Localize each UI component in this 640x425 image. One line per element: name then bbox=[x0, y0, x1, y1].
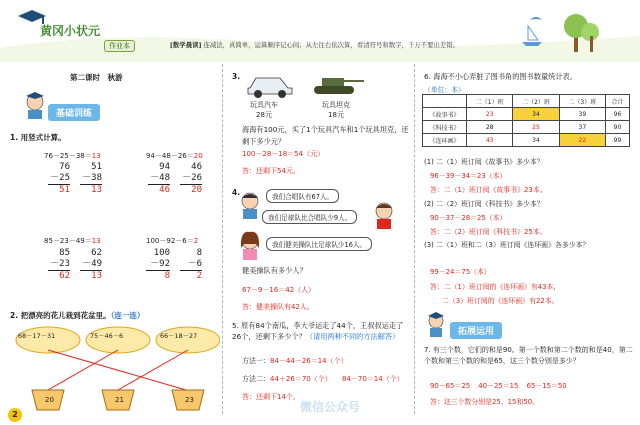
q1-2-sub1: －48 bbox=[150, 173, 170, 183]
toy-tank-icon bbox=[312, 70, 366, 98]
table-cell-book: 《故事书》 bbox=[423, 108, 467, 121]
q1-stem: 1. 用竖式计算。 bbox=[10, 133, 66, 142]
table-cell: 37 bbox=[559, 121, 605, 134]
q1-vertical-2b bbox=[180, 162, 202, 196]
table-cell: 90 bbox=[605, 121, 629, 134]
q3-number: 3. bbox=[232, 72, 241, 81]
q1-3-sub1: －23 bbox=[50, 259, 70, 269]
speech-bubble-3: 我们健美操队比足球队少16人。 bbox=[266, 237, 372, 251]
q3-answer: 答：还剩下54元。 bbox=[242, 167, 300, 175]
q2-stem-text: 2. 把漂亮的花儿栽到花盆里。 bbox=[10, 311, 111, 320]
table-cell: 39 bbox=[559, 108, 605, 121]
q1-ans-4: 2 bbox=[193, 237, 199, 245]
q6-part2-answer: 答：二（2）班订阅《科技书》25本。 bbox=[430, 228, 547, 236]
table-row bbox=[423, 108, 630, 121]
q1-expr-2-text: 94－48－26＝ bbox=[146, 152, 194, 160]
bird-icon bbox=[530, 17, 542, 20]
q1-vertical-1b bbox=[80, 162, 102, 196]
table-cell-book: 《连环画》 bbox=[423, 134, 467, 147]
q1-ans-2: 20 bbox=[193, 152, 203, 160]
student-mascot-icon bbox=[20, 90, 50, 120]
book-stats-table bbox=[422, 94, 630, 147]
tank-label-text: 玩具坦克 bbox=[322, 101, 350, 109]
tip-label: [数学晨读] bbox=[170, 41, 202, 49]
q1-4-top2: 8 bbox=[196, 248, 202, 258]
q1-1-res2: 13 bbox=[91, 185, 102, 195]
q1-1-res1: 51 bbox=[59, 185, 70, 195]
morning-reading-tip bbox=[170, 40, 459, 49]
q1-expr-4-text: 100－92－6＝ bbox=[146, 237, 194, 245]
notebook-badge: 作业本 bbox=[104, 40, 135, 52]
q7-answer: 答：这三个数分别是25、15和50。 bbox=[430, 398, 539, 406]
q2-stem bbox=[10, 310, 144, 321]
q1-vertical-4b bbox=[180, 248, 202, 282]
q4-number: 4. bbox=[232, 188, 241, 197]
q6-part2-question: (2) 二（2）班订阅《科技书》多少本？ bbox=[424, 200, 544, 208]
q6-part1-question: (1) 二（1）班订阅《故事书》多少本？ bbox=[424, 158, 544, 166]
sailboat-icon bbox=[522, 26, 542, 46]
q1-1-top2: 51 bbox=[91, 162, 102, 172]
logo-text: 黄冈小状元 bbox=[40, 24, 101, 38]
tank-price: 18元 bbox=[328, 111, 344, 119]
q1-vertical-1a bbox=[48, 162, 70, 196]
flower-3-label: 66－18－27 bbox=[160, 332, 198, 340]
q6-part3-answer-2: 二（3）班订阅的《连环画》有22本。 bbox=[442, 297, 559, 305]
table-cell: 34 bbox=[513, 134, 559, 147]
q6-part2-work: 90－37－28＝25（本） bbox=[430, 214, 507, 222]
table-row bbox=[423, 134, 630, 147]
q1-4-res2: 2 bbox=[196, 271, 202, 281]
table-row bbox=[423, 121, 630, 134]
q7-work bbox=[430, 380, 567, 390]
student-mascot-icon-2 bbox=[424, 310, 448, 338]
q1-4-res1: 8 bbox=[164, 271, 170, 281]
speech-bubble-2: 我们足球队比合唱队少9人。 bbox=[262, 210, 357, 224]
q1-vertical-4a bbox=[146, 248, 170, 282]
table-cell-smudged: 22 bbox=[559, 134, 605, 147]
q1-2-sub2: －26 bbox=[182, 173, 202, 183]
q1-4-top: 100 bbox=[153, 248, 170, 258]
q5-answer: 答：还剩下14个。 bbox=[242, 393, 300, 401]
q1-2-top2: 46 bbox=[191, 162, 202, 172]
q4-work: 67－9－16＝42（人） bbox=[242, 286, 316, 294]
q7-step2: 40－25＝15 bbox=[478, 382, 519, 390]
table-header-total: 合计 bbox=[605, 95, 629, 108]
page-number: 2 bbox=[8, 408, 22, 422]
q6-part1-answer: 答：二（1）班订阅《故事书》23本。 bbox=[430, 186, 547, 194]
watermark: 微信公众号 bbox=[300, 400, 361, 414]
q5-m2-step2: 84－70＝14（个） bbox=[341, 375, 404, 383]
table-cell: 99 bbox=[605, 134, 629, 147]
q6-part3-question: (3) 二（1）班和二（3）班订阅《连环画》各多少本？ bbox=[424, 241, 590, 249]
q1-3-res1: 62 bbox=[59, 271, 70, 281]
pot-3-label: 23 bbox=[185, 396, 194, 404]
q1-3-top2: 62 bbox=[91, 248, 102, 258]
expand-title: 拓展运用 bbox=[450, 322, 502, 339]
q3-text: 海海有100元，买了1个玩具汽车和1个玩具坦克，还剩下多少元？ bbox=[242, 125, 409, 146]
q1-vertical-2a bbox=[148, 162, 170, 196]
q7-step3: 65－15＝50 bbox=[526, 382, 567, 390]
q2-hint: （连一连） bbox=[110, 311, 145, 320]
q6-text: 6. 海海不小心弄脏了图书角的图书数量统计表。 bbox=[424, 72, 577, 81]
q6-unit: （单位：本） bbox=[424, 86, 465, 94]
speech-bubble-1: 我们合唱队有67人。 bbox=[266, 189, 339, 203]
table-header-class1: 二（1）班 bbox=[467, 95, 513, 108]
table-cell: 28 bbox=[467, 121, 513, 134]
q4-answer: 答：健美操队有42人。 bbox=[242, 303, 314, 311]
q4-question: 健美操队有多少人？ bbox=[242, 266, 307, 275]
match-line-3 bbox=[118, 350, 188, 390]
q1-4-sub2: －6 bbox=[187, 259, 202, 269]
q5-m1-label: 方法一： bbox=[242, 357, 270, 365]
car-price: 28元 bbox=[256, 111, 272, 119]
q1-3-sub2: －49 bbox=[82, 259, 102, 269]
q5-method-2 bbox=[242, 374, 404, 384]
q7-step1: 90－65＝25 bbox=[430, 382, 471, 390]
q1-ans-3: 13 bbox=[91, 237, 101, 245]
column-divider-1 bbox=[222, 64, 223, 414]
q6-part3-answer-1: 答：二（1）班订阅的《连环画》有43本， bbox=[430, 283, 561, 291]
q1-1-sub1: －25 bbox=[50, 173, 70, 183]
match-line-2 bbox=[48, 350, 118, 390]
q1-expr-2 bbox=[146, 151, 203, 161]
match-line-1 bbox=[48, 350, 186, 390]
q1-1-top: 76 bbox=[59, 162, 70, 172]
table-cell-smudged: 34 bbox=[513, 108, 559, 121]
q1-expr-3-text: 85－23－49＝ bbox=[44, 237, 92, 245]
table-cell-book: 《科技书》 bbox=[423, 121, 467, 134]
tank-label bbox=[316, 100, 356, 120]
q5-text bbox=[232, 320, 412, 342]
flower-1-label: 68－17－31 bbox=[18, 332, 56, 340]
pot-1-label: 20 bbox=[45, 396, 54, 404]
q1-expr-1-text: 76－25－38＝ bbox=[44, 152, 92, 160]
table-cell: 23 bbox=[467, 108, 513, 121]
q5-hint: （请用两种不同的方法解答） bbox=[305, 332, 400, 341]
car-label-text: 玩具汽车 bbox=[250, 101, 278, 109]
toy-car-icon bbox=[246, 68, 296, 100]
q1-1-sub2: －38 bbox=[82, 173, 102, 183]
q7-text: 7. 有三个数，它们的和是90。第一个数和第二个数的和是40，第二个数和第三个数的和是65，这三个数分别是多少？ bbox=[424, 346, 633, 365]
table-header-class3: 二（3）班 bbox=[559, 95, 605, 108]
q1-ans-1: 13 bbox=[91, 152, 101, 160]
q1-4-sub1: －92 bbox=[150, 259, 170, 269]
q5-m2-label: 方法二： bbox=[242, 375, 270, 383]
table-cell: 96 bbox=[605, 108, 629, 121]
lesson-title: 第二课时 秋游 bbox=[70, 73, 123, 82]
girl-avatar-icon bbox=[236, 230, 264, 262]
q1-3-res2: 13 bbox=[91, 271, 102, 281]
q1-2-res1: 46 bbox=[159, 185, 170, 195]
table-header-row bbox=[423, 95, 630, 108]
column-divider-2 bbox=[414, 64, 415, 414]
q1-3-top: 85 bbox=[59, 248, 70, 258]
q3-work: 100－28－18＝54（元） bbox=[242, 150, 325, 158]
tip-text: 连减法，真简单，运算顺序记心间；从左往右依次算，看清符号和数字，千万不要出差错。 bbox=[203, 41, 460, 49]
q1-vertical-3a bbox=[48, 248, 70, 282]
q5-method-1 bbox=[242, 356, 348, 366]
q5-m1-work: 84－44－26＝14（个） bbox=[270, 357, 348, 365]
q1-2-res2: 20 bbox=[191, 185, 202, 195]
table-header-class2: 二（2）班 bbox=[513, 95, 559, 108]
q1-expr-1 bbox=[44, 151, 101, 161]
q6-part1-work: 96－39－34＝23（本） bbox=[430, 172, 507, 180]
boy-avatar-icon bbox=[236, 190, 264, 220]
basic-training-title: 基础训练 bbox=[48, 104, 100, 121]
q1-2-top: 94 bbox=[159, 162, 170, 172]
table-cell: 43 bbox=[467, 134, 513, 147]
q1-expr-3 bbox=[44, 236, 101, 246]
q6-part3-work: 99－24＝75（本） bbox=[430, 268, 491, 276]
q5-m2-step1: 44＋26＝70（个） bbox=[270, 375, 332, 383]
pot-2-label: 21 bbox=[115, 396, 124, 404]
q5-text-body: 5. 原有84个南瓜，李大爷运走了44个，王叔叔运走了26个，还剩下多少个？ bbox=[232, 321, 404, 341]
boy-player-avatar-icon bbox=[370, 200, 398, 230]
table-header-corner bbox=[423, 95, 467, 108]
q1-expr-4 bbox=[146, 236, 198, 246]
flower-2-label: 75－46－6 bbox=[90, 332, 124, 340]
q1-vertical-3b bbox=[80, 248, 102, 282]
car-label bbox=[244, 100, 284, 120]
table-cell: 25 bbox=[513, 121, 559, 134]
